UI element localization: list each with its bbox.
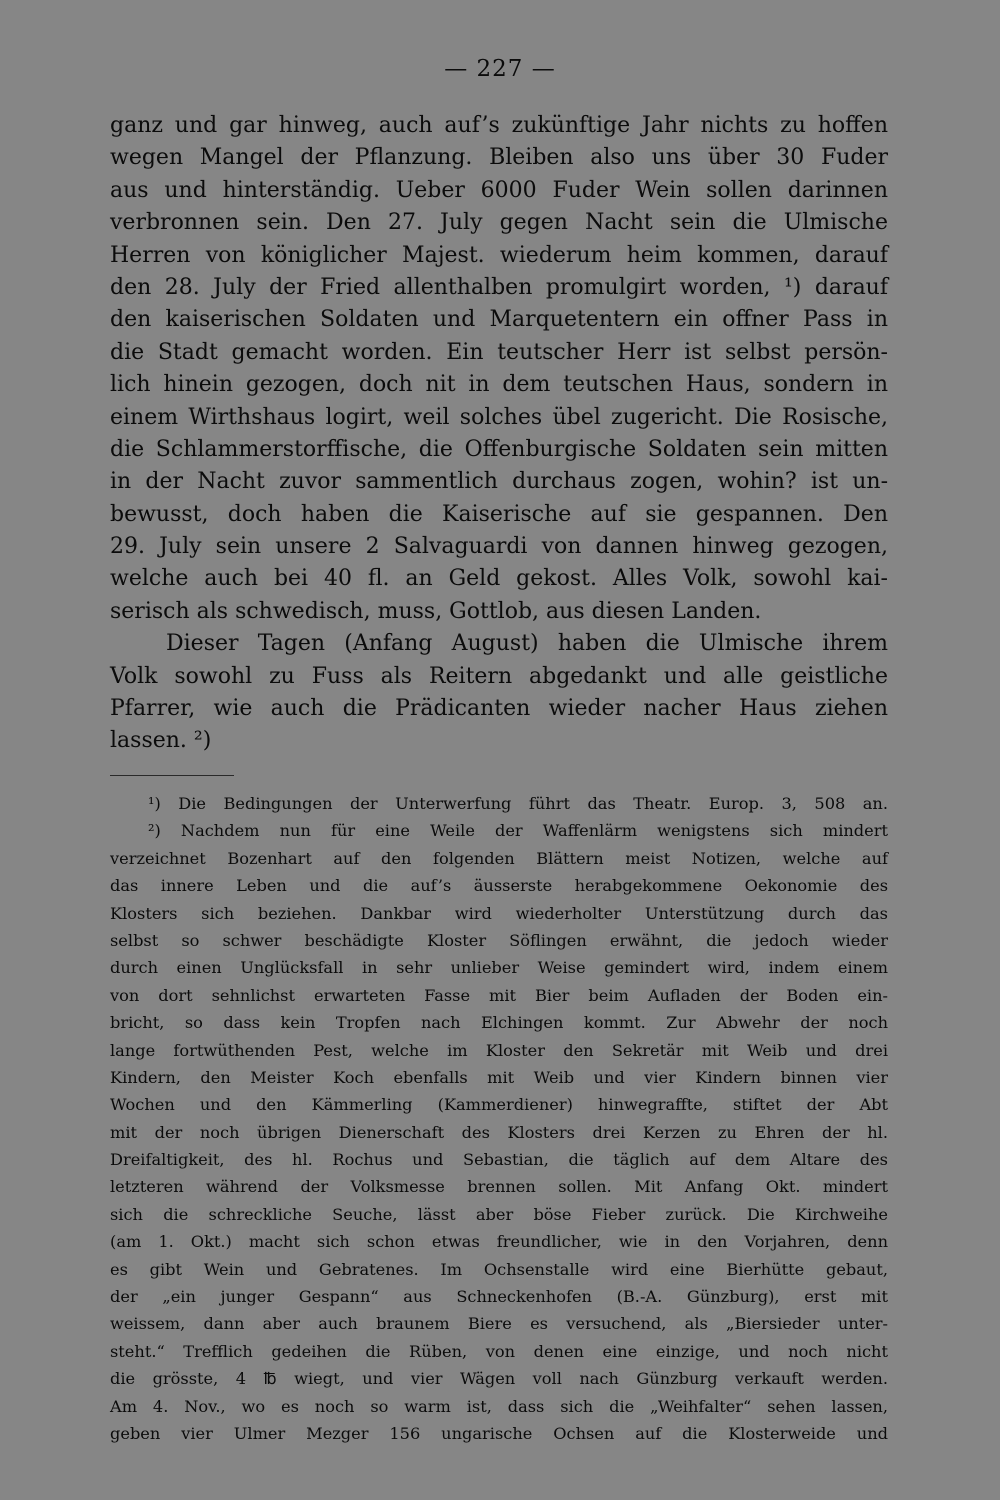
text-line: lich hinein gezogen, doch nit in dem teutschen Haus, sondern in: [110, 372, 888, 398]
text-line: Pfarrer, wie auch die Prädicanten wieder nacher Haus ziehen: [110, 696, 888, 722]
footnote-line: von dort sehnlichst erwarteten Fasse mit Bier beim Aufladen der Boden ein-: [110, 985, 888, 1005]
footnote-line: verzeichnet Bozenhart auf den folgenden Blättern meist Notizen, welche auf: [110, 848, 888, 868]
text-line: Volk sowohl zu Fuss als Reitern abgedankt und alle geistliche: [110, 663, 888, 689]
footnote-line: bricht, so dass kein Tropfen nach Elchingen kommt. Zur Abwehr der noch: [110, 1013, 888, 1033]
footnote-line: steht.“ Trefflich gedeihen die Rüben, von denen eine einzige, und noch nicht: [110, 1341, 888, 1361]
text-line: die Stadt gemacht worden. Ein teutscher Herr ist selbst persön-: [110, 339, 888, 365]
footnote-line: sich die schreckliche Seuche, lässt aber böse Fieber zurück. Die Kirchweihe: [110, 1204, 888, 1224]
footnote-divider: [110, 775, 234, 776]
footnote-line: selbst so schwer beschädigte Kloster Söflingen erwähnt, die jedoch wieder: [110, 930, 888, 950]
footnote-line: der „ein junger Gespann“ aus Schneckenhofen (B.-A. Günzburg), erst mit: [110, 1287, 888, 1307]
footnote-line: die grösste, 4 ℔ wiegt, und vier Wägen voll nach Günzburg verkauft werden.: [110, 1369, 888, 1389]
footnote-line: Am 4. Nov., wo es noch so warm ist, dass sich die „Weihfalter“ sehen lassen,: [110, 1396, 888, 1416]
footnote-line: Dreifaltigkeit, des hl. Rochus und Sebastian, die täglich auf dem Altare des: [110, 1150, 888, 1170]
text-line: wegen Mangel der Pflanzung. Bleiben also uns über 30 Fuder: [110, 145, 888, 171]
footnote-line: ²) Nachdem nun für eine Weile der Waffenlärm wenigstens sich mindert: [148, 821, 888, 841]
footnote-line: weissem, dann aber auch braunem Biere es versuchend, als „Biersieder unter-: [110, 1314, 888, 1334]
footnote-line: geben vier Ulmer Mezger 156 ungarische Ochsen auf die Klosterweide und: [110, 1423, 888, 1443]
main-text-block: [110, 110, 888, 758]
footnote-line: mit der noch übrigen Dienerschaft des Klosters drei Kerzen zu Ehren der hl.: [110, 1122, 888, 1142]
footnote-line: letzteren während der Volksmesse brennen sollen. Mit Anfang Okt. mindert: [110, 1177, 888, 1197]
text-line: den 28. July der Fried allenthalben promulgirt worden, ¹) darauf: [110, 274, 888, 300]
footnote-line: lange fortwüthenden Pest, welche im Kloster den Sekretär mit Weib und drei: [110, 1040, 888, 1060]
footnote-line: es gibt Wein und Gebratenes. Im Ochsenstalle wird eine Bierhütte gebaut,: [110, 1259, 888, 1279]
text-line: den kaiserischen Soldaten und Marquetentern ein offner Pass in: [110, 307, 888, 333]
text-line: lassen. ²): [110, 728, 212, 754]
footnote-line: ¹) Die Bedingungen der Unterwerfung führt das Theatr. Europ. 3, 508 an.: [148, 794, 888, 813]
text-line: in der Nacht zuvor sammentlich durchaus zogen, wohin? ist un-: [110, 469, 888, 495]
text-line: ganz und gar hinweg, auch auf’s zukünftige Jahr nichts zu hoffen: [110, 113, 888, 138]
text-line: einem Wirthshaus logirt, weil solches übel zugericht. Die Rosische,: [110, 404, 888, 430]
text-line: Dieser Tagen (Anfang August) haben die Ulmische ihrem: [166, 631, 888, 657]
footnote-line: Kindern, den Meister Koch ebenfalls mit Weib und vier Kindern binnen vier: [110, 1067, 888, 1087]
page-number: — 227 —: [444, 56, 556, 82]
text-line: welche auch bei 40 fl. an Geld gekost. Alles Volk, sowohl kai-: [110, 566, 888, 592]
text-line: verbronnen sein. Den 27. July gegen Nacht sein die Ulmische: [110, 210, 888, 236]
footnote-line: (am 1. Okt.) macht sich schon etwas freundlicher, wie in den Vorjahren, denn: [110, 1232, 888, 1252]
text-line: bewusst, doch haben die Kaiserische auf sie gespannen. Den: [110, 501, 888, 527]
footnote-line: Klosters sich beziehen. Dankbar wird wiederholter Unterstützung durch das: [110, 903, 888, 923]
text-line: die Schlammerstorffische, die Offenburgische Soldaten sein mitten: [110, 436, 888, 462]
footnote-line: das innere Leben und die auf’s äusserste herabgekommene Oekonomie des: [110, 876, 888, 896]
footnote-line: Wochen und den Kämmerling (Kammerdiener) hinwegraffte, stiftet der Abt: [110, 1095, 888, 1115]
footnote-line: durch einen Unglücksfall in sehr unlieber Weise gemindert wird, indem einem: [110, 958, 888, 978]
text-line: Herren von königlicher Majest. wiederum heim kommen, darauf: [110, 242, 888, 268]
text-line: 29. July sein unsere 2 Salvaguardi von dannen hinweg gezogen,: [110, 534, 888, 560]
text-line: aus und hinterständig. Ueber 6000 Fuder Wein sollen darinnen: [110, 177, 888, 203]
footnotes-block: [110, 790, 888, 1447]
text-line: serisch als schwedisch, muss, Gottlob, aus diesen Landen.: [110, 598, 762, 624]
